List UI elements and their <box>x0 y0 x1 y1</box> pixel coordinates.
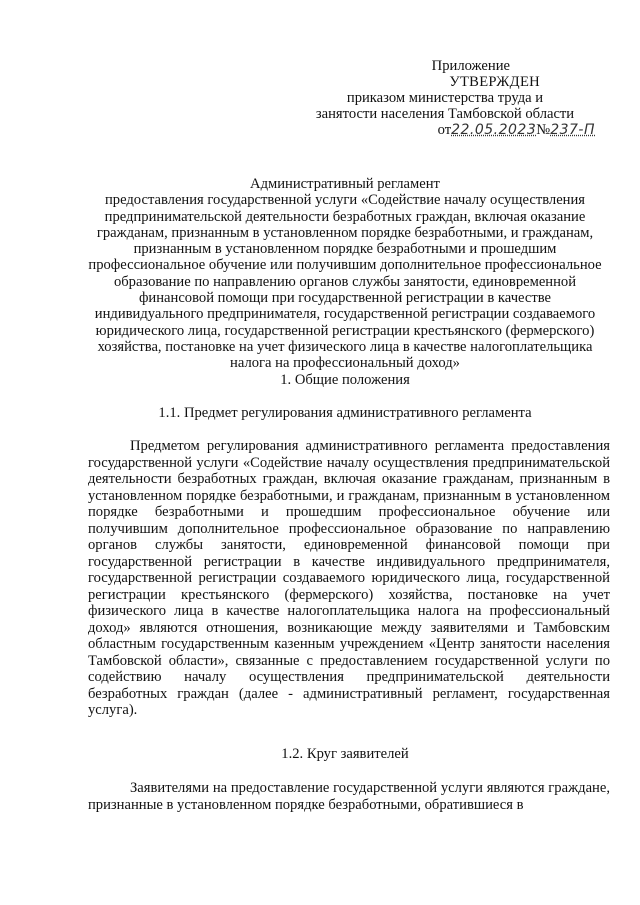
section-general-heading: 1. Общие положения <box>280 372 410 388</box>
approved-label: УТВЕРЖДЕН <box>449 74 540 90</box>
applicants-paragraph: Заявителями на предоставление государственной услуги являются граждане, признанные в установленном порядке безработными, обратившиеся в <box>88 780 610 813</box>
from-label: от <box>437 122 452 138</box>
section-subject-heading: 1.1. Предмет регулирования административного регламента <box>158 405 532 421</box>
handwritten-number: 237-П <box>550 122 595 138</box>
number-sign: № <box>536 122 551 138</box>
order-line-1: приказом министерства труда и <box>346 90 544 106</box>
appendix-label: Приложение <box>431 58 510 74</box>
approval-stamp <box>295 58 595 138</box>
title-body: предоставления государственной услуги «Содействие началу осуществления предпринимательской деятельности безработных граждан, включая оказание гражданам, признанным в установленном порядке безработными, и гражданам, признанным в установленном порядке безработными и прошедшим профессиональное обучение или получившим дополнительное профессиональное образование по направлению органов службы занятости, единовременной финансовой помощи при государственной регистрации в качестве индивидуального предпринимателя, государственной регистрации создаваемого юридического лица, государственной регистрации крестьянского (фермерского) хозяйства, постановке на учет физического лица в качестве налогоплательщика налога на профессиональный доход» <box>88 192 602 372</box>
section-applicants-heading: 1.2. Круг заявителей <box>281 746 409 762</box>
document-title <box>85 176 605 372</box>
order-date-number <box>295 122 595 138</box>
order-line-2: занятости населения Тамбовской области <box>315 106 575 122</box>
handwritten-date: 22.05.2023 <box>451 122 537 138</box>
title-heading: Административный регламент <box>250 176 440 192</box>
subject-paragraph: Предметом регулирования административного регламента предоставления государственной услуги «Содействие началу осуществления предпринимательской деятельности безработных граждан, включая оказание гражданам, признанным в установленном порядке безработными, и гражданам, признанным в установленном порядке безработными и прошедшим профессиональное обучение или получившим дополнительное профессиональное образование по направлению органов службы занятости, единовременной финансовой помощи при государственной регистрации в качестве индивидуального предпринимателя, государственной регистрации создаваемого юридического лица, государственной регистрации крестьянского (фермерского) хозяйства, постановке на учет физического лица в качестве налогоплательщика налога на профессиональный доход» являются отношения, возникающие между заявителями и Тамбовским областным государственным казенным учреждением «Центр занятости населения Тамбовской области», связанные с предоставлением государственной услуги по содействию началу осуществления предпринимательской деятельности безработных граждан (далее - административный регламент, государственная услуга). <box>88 438 610 718</box>
